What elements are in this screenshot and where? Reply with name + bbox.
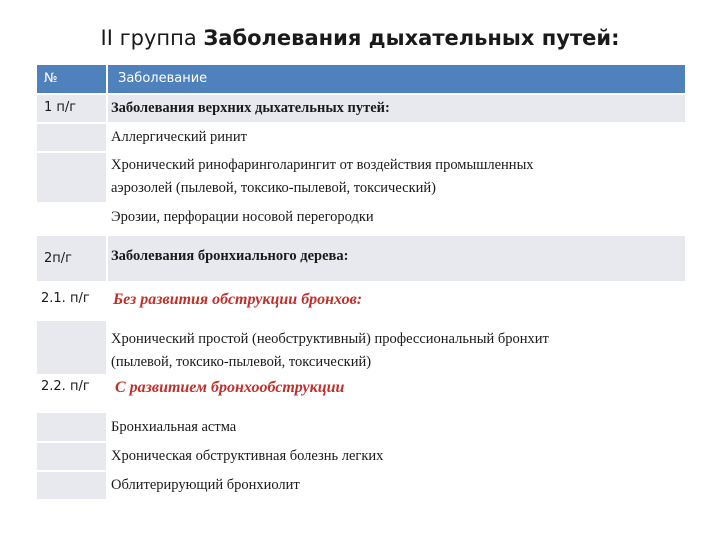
row-text: Хроническая обструктивная болезнь легких — [111, 448, 384, 464]
page-title — [0, 26, 720, 50]
row-text: Без развития обструкции бронхов: — [113, 291, 363, 308]
row-text: С развитием бронхообструкции — [115, 379, 345, 396]
table-row — [37, 376, 685, 411]
table-row — [37, 204, 685, 234]
table-row — [37, 321, 685, 374]
title-prefix: II группа — [100, 26, 204, 50]
header-disease: Заболевание — [118, 71, 208, 86]
header-num: № — [44, 71, 58, 86]
row-text: Заболевания верхних дыхательных путей: — [111, 100, 390, 116]
row-num: 1 п/г — [44, 100, 77, 115]
row-text: Эрозии, перфорации носовой перегородки — [111, 209, 374, 225]
table-row — [37, 153, 685, 202]
table-row — [37, 95, 685, 122]
row-text: Бронхиальная астма — [111, 419, 237, 435]
table-row — [37, 283, 685, 319]
table-row — [37, 413, 685, 441]
table-row — [37, 443, 685, 470]
table-header-row — [37, 65, 685, 93]
table-row — [37, 124, 685, 151]
title-bold: Заболевания дыхательных путей: — [203, 26, 620, 50]
row-num: 2п/г — [44, 251, 72, 266]
table-row — [37, 236, 685, 281]
row-text-line1: Хронический ринофаринголарингит от воздействия промышленных — [111, 157, 534, 173]
table-row — [37, 472, 685, 499]
row-text-line1: Хронический простой (необструктивный) профессиональный бронхит — [111, 331, 549, 347]
row-num: 2.2. п/г — [41, 379, 90, 394]
row-text-line2: (пылевой, токсико-пылевой, токсический) — [111, 354, 372, 370]
row-text: Заболевания бронхиального дерева: — [111, 248, 349, 264]
row-num: 2.1. п/г — [41, 291, 90, 306]
row-text: Аллергический ринит — [111, 129, 247, 145]
row-text: Облитерирующий бронхиолит — [111, 477, 300, 493]
row-text-line2: аэрозолей (пылевой, токсико-пылевой, токсический) — [111, 180, 436, 196]
